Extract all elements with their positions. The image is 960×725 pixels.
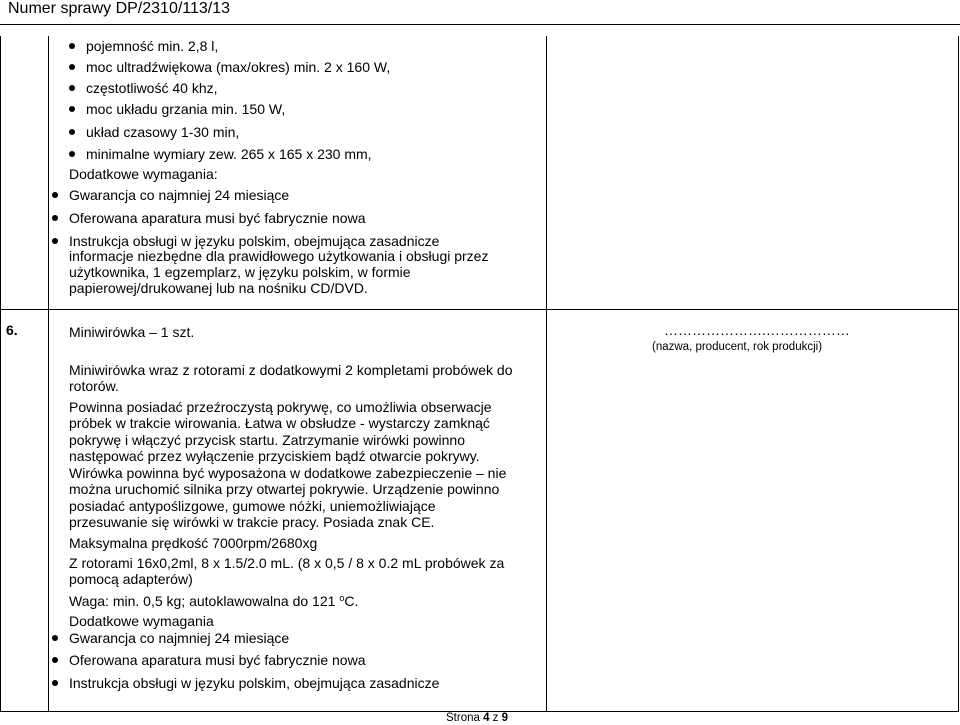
description-line-6: następować przez wyłączenie przyciskiem bądź otwarcie pokrywy. — [69, 448, 480, 464]
description-line-3: Powinna posiadać przeźroczystą pokrywę, co umożliwia obserwacje — [69, 399, 492, 415]
requirement-new-equipment: Oferowana aparatura musi być fabrycznie nowa — [69, 210, 365, 226]
table-border-right — [958, 36, 959, 712]
offer-placeholder-dots: ………………….……………… — [664, 322, 850, 338]
bullet-icon — [69, 64, 75, 70]
section5-additional-heading: Dodatkowe wymagania: — [69, 166, 218, 182]
section6-requirement-warranty: Gwarancja co najmniej 24 miesiące — [69, 630, 289, 646]
description-line-9: posiadać antypoślizgowe, gumowe nóżki, uniemożliwiające — [69, 498, 436, 514]
page-number: Strona 4 z 9 — [446, 712, 509, 724]
bullet-icon — [52, 238, 58, 244]
requirement-manual: Instrukcja obsługi w języku polskim, obejmująca zasadnicze — [69, 233, 439, 249]
bullet-icon — [69, 151, 75, 157]
rotors-line-2: pomocą adapterów) — [69, 571, 193, 587]
spec-item-ultrasonic-power: moc ultradźwiękowa (max/okres) min. 2 x 160 W, — [86, 59, 390, 75]
description-line-10: przesuwanie się wirówki w trakcie pracy. Posiada znak CE. — [69, 514, 435, 530]
requirement-manual-line-3: użytkownika, 1 egzemplarz, w języku polskim, w formie — [69, 264, 411, 280]
requirement-manual-line-2: informacje niezbędne dla prawidłowego użytkowania i obsługi przez — [69, 248, 489, 264]
section6-additional-heading: Dodatkowe wymagania — [69, 613, 214, 629]
spec-item-dimensions: minimalne wymiary zew. 265 x 165 x 230 mm, — [86, 146, 372, 162]
bullet-icon — [69, 85, 75, 91]
bullet-icon — [52, 192, 58, 198]
description-line-4: próbek w trakcie wirowania. Łatwa w obsłudze - wystarczy zamknąć — [69, 415, 490, 431]
description-line-1: Miniwirówka wraz z rotorami z dodatkowymi 2 kompletami probówek do — [69, 362, 513, 378]
table-row-divider — [0, 309, 958, 310]
section6-number: 6. — [6, 322, 18, 338]
description-line-5: pokrywę i włączyć przycisk startu. Zatrzymanie wirówki powinno — [69, 432, 465, 448]
description-line-8: można uruchomić silnika przy otwartej pokrywie. Urządzenie powinno — [69, 481, 500, 497]
bullet-icon — [69, 129, 75, 135]
section6-requirement-manual: Instrukcja obsługi w języku polskim, obejmująca zasadnicze — [69, 675, 439, 691]
spec-item-capacity: pojemność min. 2,8 l, — [86, 38, 218, 54]
table-column-divider-2 — [546, 36, 547, 712]
spec-item-heating-power: moc układu grzania min. 150 W, — [86, 101, 285, 117]
bullet-icon — [52, 215, 58, 221]
document-case-number: Numer sprawy DP/2310/113/13 — [8, 0, 231, 17]
weight-spec: Waga: min. 0,5 kg; autoklawowalna do 121 $^o$C. — [69, 593, 359, 609]
bullet-icon — [69, 106, 75, 112]
requirement-manual-line-4: papierowej/drukowanej lub na nośniku CD/DVD. — [69, 280, 368, 296]
section6-title: Miniwirówka – 1 szt. — [69, 324, 195, 340]
section6-requirement-new-equipment: Oferowana aparatura musi być fabrycznie nowa — [69, 652, 365, 668]
bullet-icon — [52, 635, 58, 641]
requirement-warranty: Gwarancja co najmniej 24 miesiące — [69, 187, 289, 203]
header-divider — [0, 24, 960, 25]
table-border-left — [0, 36, 1, 712]
bullet-icon — [52, 680, 58, 686]
spec-item-timer: układ czasowy 1-30 min, — [86, 124, 239, 140]
offer-placeholder-note: (nazwa, producent, rok produkcji) — [652, 341, 823, 353]
bullet-icon — [52, 657, 58, 663]
spec-item-frequency: częstotliwość 40 khz, — [86, 80, 218, 96]
description-line-2: rotorów. — [69, 378, 119, 394]
bullet-icon — [69, 43, 75, 49]
table-column-divider-1 — [48, 36, 49, 712]
description-line-7: Wirówka powinna być wyposażona w dodatkowe zabezpieczenie – nie — [69, 465, 507, 481]
rotors-line-1: Z rotorami 16x0,2ml, 8 x 1.5/2.0 mL. (8 x 0,5 / 8 x 0.2 mL probówek za — [69, 555, 505, 571]
max-speed: Maksymalna prędkość 7000rpm/2680xg — [69, 535, 318, 551]
